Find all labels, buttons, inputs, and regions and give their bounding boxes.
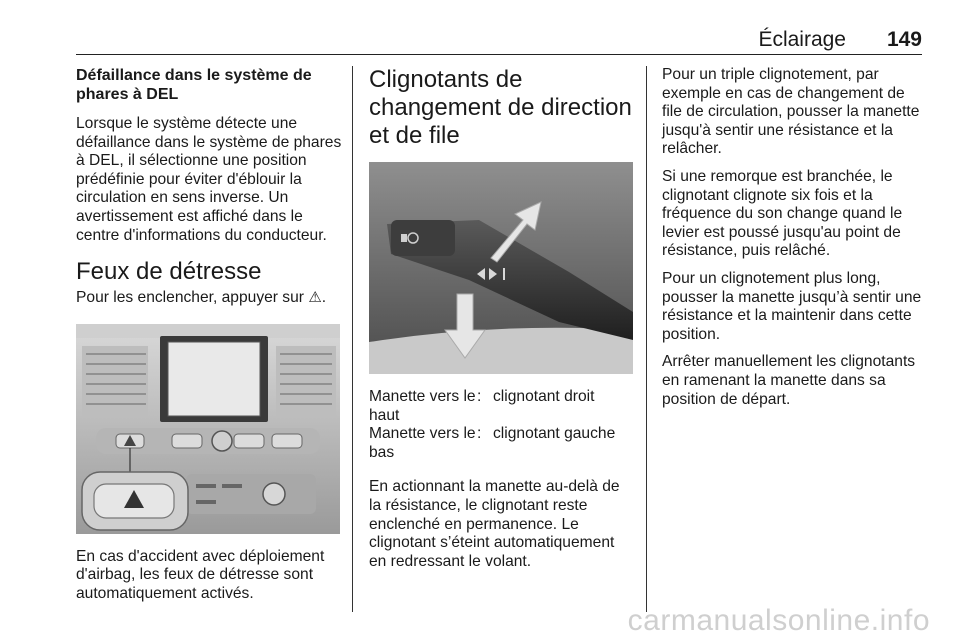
turn-signal-text: En actionnant la manette au-delà de la résistance, le clignotant reste enclenché en permanence. Le clignotant s’éteint automatiquement en redressant le volant. <box>369 478 620 570</box>
heading-led-failure: Défaillance dans le système de phares à DEL <box>76 67 312 103</box>
lever-definitions <box>369 388 633 462</box>
column-middle <box>369 66 633 580</box>
cancel-text: Arrêter manuellement les clignotants en ramenant la manette dans sa position de départ. <box>662 353 916 408</box>
def-desc-down: clignotant gauche <box>493 425 616 443</box>
page-number: 149 <box>886 28 922 51</box>
hazard-warning-icon: ⚠ <box>308 289 322 307</box>
def-sep-up: : <box>477 388 482 405</box>
def-term-up: Manette vers le haut <box>369 388 476 424</box>
heading-turn-signals: Clignotants de changement de direction et de file <box>369 66 632 149</box>
led-failure-text: Lorsque le système détecte une défaillance dans le système de phares à DEL, il sélectionne une position prédéfinie pour éviter d'éblouir la circulation en sens inverse. Un avertissement est affiché dans le centre d'informations du conducteur. <box>76 115 342 244</box>
hazard-instruction: Pour les enclencher, appuyer sur ⚠. <box>76 289 327 307</box>
column-divider <box>352 66 353 612</box>
dashboard-hazard-illustration <box>76 324 340 534</box>
heading-hazard-lights: Feux de détresse <box>76 258 262 286</box>
def-term-down: Manette vers le bas <box>369 425 476 461</box>
watermark: carmanualsonline.info <box>627 604 930 637</box>
section-title: Éclairage <box>758 28 846 51</box>
def-desc-up: clignotant droit <box>493 388 595 405</box>
column-left <box>76 66 342 613</box>
def-sep-down: : <box>477 425 482 443</box>
column-right <box>662 66 924 418</box>
long-flash-text: Pour un clignotement plus long, pousser la manette jusqu’à sentir une résistance et la maintenir dans cette position. <box>662 269 922 343</box>
page-header <box>76 28 922 55</box>
turn-signal-lever-illustration <box>369 162 633 374</box>
triple-flash-text: Pour un triple clignotement, par exemple en cas de changement de file de circulation, pousser la manette jusqu'à sentir une résistance et la relâcher. <box>662 66 920 158</box>
trailer-text: Si une remorque est branchée, le clignotant clignote six fois et la fréquence du son change quand le levier est poussé jusqu'au point de résistance, puis relâché. <box>662 167 903 260</box>
column-divider <box>646 66 647 612</box>
airbag-hazard-text: En cas d'accident avec déploiement d'airbag, les feux de détresse sont automatiquement activés. <box>76 547 325 602</box>
